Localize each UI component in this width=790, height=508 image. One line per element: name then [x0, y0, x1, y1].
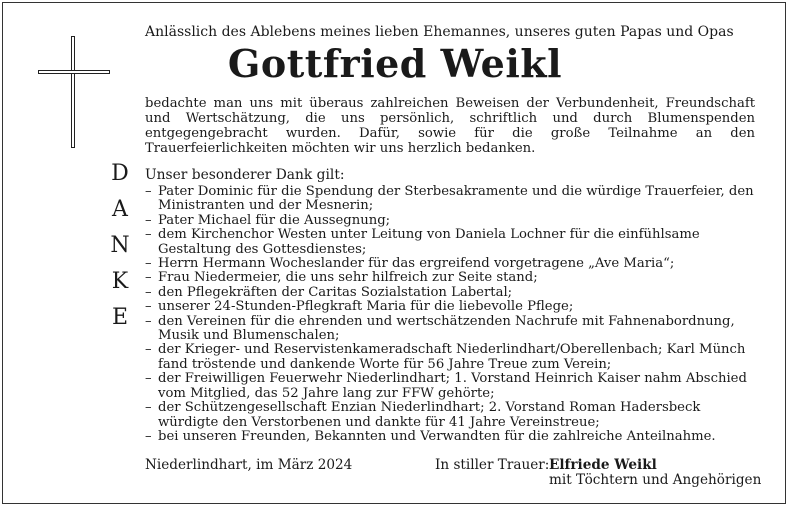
list-item: – der Freiwilligen Feuerwehr Niederlindhart; 1. Vorstand Heinrich Kaiser nahm Abschied vom Mitglied, das 52 Jahre lang zur FFW gehörte; — [145, 372, 755, 401]
list-item: – unserer 24-Stunden-Pflegkraft Maria für die liebevolle Pflege; — [145, 300, 755, 314]
thanks-list — [145, 185, 755, 444]
list-item: – der Schützengesellschaft Enzian Niederlindhart; 2. Vorstand Roman Hadersbeck würdigte den Verstorbenen und dankte für 41 Jahre Vereinstreue; — [145, 401, 755, 430]
list-item: – dem Kirchenchor Westen unter Leitung von Daniela Lochner für die einfühlsame Gestaltung des Gottesdienstes; — [145, 228, 755, 257]
mourner-family: mit Töchtern und Angehörigen — [549, 472, 762, 488]
danke-vertical — [109, 163, 131, 343]
list-item: – Pater Dominic für die Spendung der Sterbesakramente und die würdige Trauerfeier, den Ministranten und der Mesnerin; — [145, 185, 755, 214]
place-date: Niederlindhart, im März 2024 — [145, 457, 353, 473]
list-item: – der Krieger- und Reservistenkameradschaft Niederlindhart/Oberellenbach; Karl Münch fand tröstende und dankende Worte für 56 Jahre Treue zum Verein; — [145, 343, 755, 372]
thanks-paragraph: bedachte man uns mit überaus zahlreichen Beweisen der Verbundenheit, Freundschaft und Wertschätzung, die uns persönlich, schriftlich und durch Blumenspenden entgegengebracht wurden. Dafür, sowie für die große Teilnahme an den Trauerfeierlichkeiten möchten wir uns herzlich bedanken. — [145, 96, 755, 156]
list-item: – den Pflegekräften der Caritas Sozialstation Labertal; — [145, 286, 755, 300]
intro-text: Anlässlich des Ablebens meines lieben Ehemannes, unseres guten Papas und Opas — [145, 24, 734, 40]
list-item: – bei unseren Freunden, Bekannten und Verwandten für die zahlreiche Anteilnahme. — [145, 430, 755, 444]
deceased-name: Gottfried Weikl — [227, 41, 563, 86]
list-item: – den Vereinen für die ehrenden und wertschätzenden Nachrufe mit Fahnenabordnung, Musik und Blumenschalen; — [145, 315, 755, 344]
danke-letter: K — [111, 269, 129, 294]
danke-letter: A — [112, 197, 128, 222]
list-item: – Frau Niedermeier, die uns sehr hilfreich zur Seite stand; — [145, 271, 755, 285]
list-item: – Herrn Hermann Wocheslander für das ergreifend vorgetragene „Ave Maria“; — [145, 257, 755, 271]
thanks-heading: Unser besonderer Dank gilt: — [145, 167, 345, 183]
list-item: – Pater Michael für die Aussegnung; — [145, 214, 755, 228]
mourner-name: Elfriede Weikl — [549, 457, 657, 473]
mourning-label: In stiller Trauer: — [435, 457, 550, 473]
danke-letter: D — [111, 161, 129, 186]
danke-letter: E — [111, 305, 129, 330]
danke-letter: N — [110, 233, 130, 258]
